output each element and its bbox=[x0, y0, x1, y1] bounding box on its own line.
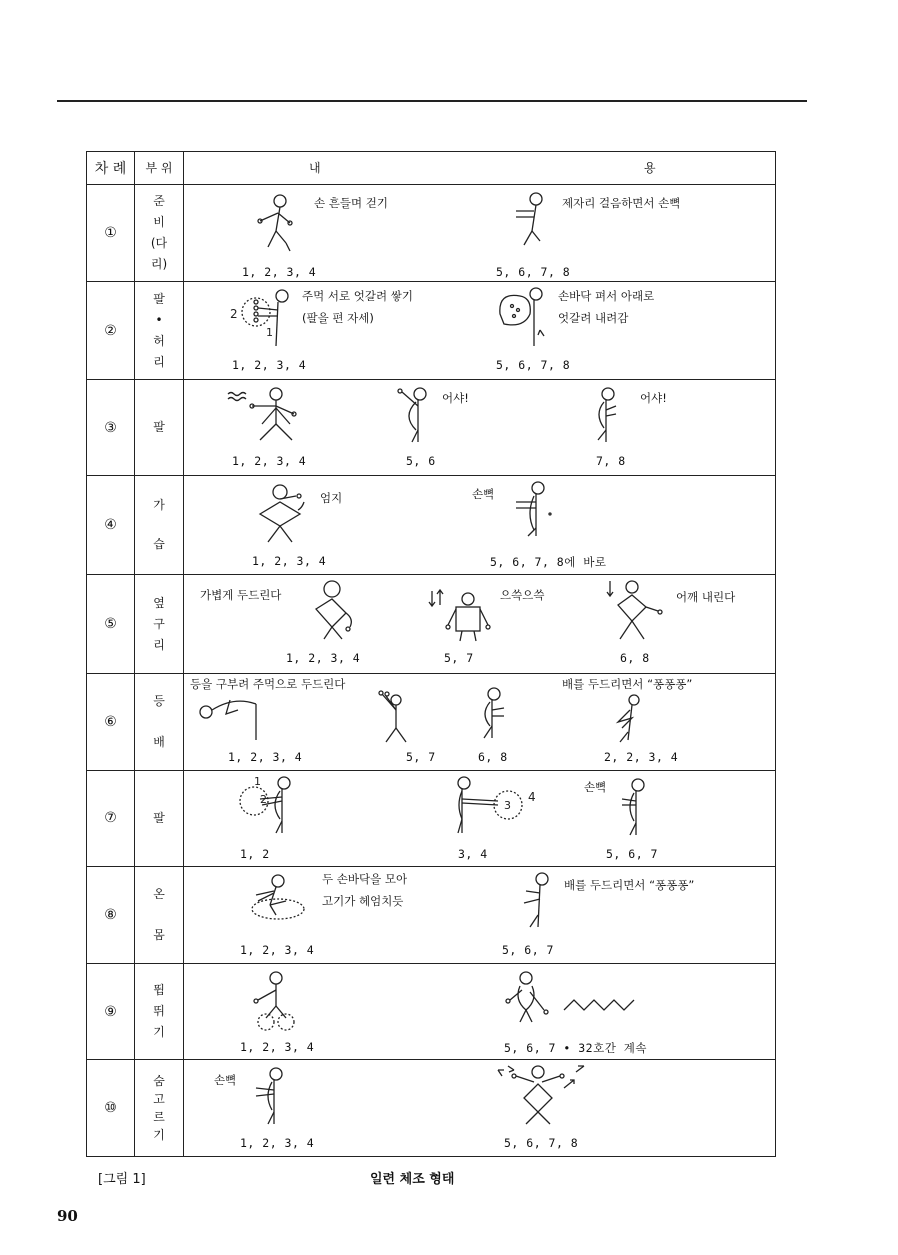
count: 5, 6, 7, 8에 바로 bbox=[490, 554, 607, 569]
table-row bbox=[87, 475, 776, 575]
count: 1, 2, 3, 4 bbox=[240, 1039, 315, 1054]
svg-text:1: 1 bbox=[266, 325, 273, 339]
label: 손 흔들며 걷기 bbox=[314, 196, 388, 211]
count: 1, 2, 3, 4 bbox=[240, 943, 315, 958]
figure-jump bbox=[246, 968, 306, 1038]
count: 5, 6, 7, 8 bbox=[496, 357, 571, 372]
row-content bbox=[184, 867, 776, 964]
top-rule bbox=[57, 100, 807, 102]
row-content bbox=[184, 674, 776, 771]
count: 1, 2 bbox=[240, 846, 270, 861]
label: 두 손바닥을 모아 bbox=[322, 872, 408, 887]
row-content bbox=[184, 1060, 776, 1157]
count: 5, 7 bbox=[444, 651, 474, 666]
count: 5, 6 bbox=[406, 454, 436, 469]
row-part: 팔 bbox=[135, 770, 184, 867]
row-content bbox=[184, 963, 776, 1060]
table-row bbox=[87, 1060, 776, 1157]
table-row bbox=[87, 281, 776, 380]
exercise-table bbox=[86, 151, 776, 1157]
label: 으쓱으쓱 bbox=[500, 588, 545, 603]
count: 6, 8 bbox=[620, 651, 650, 666]
figure-fist-stack bbox=[226, 286, 296, 356]
row-number: ⑦ bbox=[87, 770, 135, 867]
svg-text:2: 2 bbox=[260, 792, 267, 806]
label: 주먹 서로 엇갈려 쌓기 bbox=[302, 288, 413, 303]
row-part: 팔 • 허 리 bbox=[135, 281, 184, 380]
svg-text:4: 4 bbox=[528, 789, 536, 804]
figure-walking bbox=[246, 191, 306, 261]
count: 1, 2, 3, 4 bbox=[228, 750, 303, 765]
label: 등을 구부려 주먹으로 두드린다 bbox=[190, 677, 346, 692]
label: 손뼉 bbox=[584, 779, 607, 794]
figure-palms-down bbox=[490, 284, 550, 354]
row-part: 온 몸 bbox=[135, 867, 184, 964]
row-content bbox=[184, 575, 776, 674]
count: 5, 6, 7 bbox=[502, 943, 554, 958]
figure-label: [그림 1] bbox=[98, 1172, 146, 1187]
count: 1, 2, 3, 4 bbox=[232, 454, 307, 469]
row-number: ⑤ bbox=[87, 575, 135, 674]
figure-arm-wave bbox=[224, 384, 304, 454]
figure-arm-circle-large bbox=[452, 773, 542, 843]
svg-text:1: 1 bbox=[254, 774, 261, 788]
label: (팔을 편 자세) bbox=[302, 310, 374, 325]
figure-march-clap bbox=[504, 189, 554, 259]
row-part: 숨 고 르 기 bbox=[135, 1060, 184, 1157]
count: 5, 6, 7 • 32호간 계속 bbox=[504, 1040, 647, 1055]
figure-arm-circle-small bbox=[236, 773, 306, 843]
figure-arms-up bbox=[372, 688, 422, 748]
label: 엇갈려 내려감 bbox=[558, 310, 629, 325]
table-row bbox=[87, 674, 776, 771]
table-row bbox=[87, 185, 776, 282]
row-number: ④ bbox=[87, 475, 135, 575]
figure-shoulder-drop bbox=[602, 577, 672, 647]
label: 어깨 내린다 bbox=[676, 590, 736, 605]
figure-belly-tap bbox=[512, 869, 562, 935]
figure-clap-front bbox=[614, 775, 654, 845]
figure-belly-pat bbox=[604, 692, 654, 752]
table-row bbox=[87, 867, 776, 964]
figure-tap-side bbox=[302, 577, 362, 647]
count: 1, 2, 3, 4 bbox=[242, 265, 317, 280]
row-number: ⑧ bbox=[87, 867, 135, 964]
row-number: ⑥ bbox=[87, 674, 135, 771]
count: 5, 6, 7 bbox=[606, 846, 658, 861]
page-number: 90 bbox=[57, 1207, 78, 1225]
label: 가볍게 두드린다 bbox=[200, 588, 282, 603]
count: 5, 7 bbox=[406, 750, 436, 765]
table-header-row bbox=[87, 152, 776, 185]
row-part: 팔 bbox=[135, 380, 184, 476]
row-number: ① bbox=[87, 185, 135, 282]
figure-jump-continue bbox=[504, 970, 644, 1030]
figure-breath-clap bbox=[244, 1064, 294, 1134]
figure-side-stretch bbox=[584, 384, 634, 454]
count: 2, 2, 3, 4 bbox=[604, 750, 679, 765]
header-content-1: 내 bbox=[309, 161, 321, 175]
figure-breath-stretch bbox=[494, 1062, 604, 1132]
svg-text:3: 3 bbox=[504, 798, 511, 812]
row-part: 준 비 (다 리) bbox=[135, 185, 184, 282]
label: 엄지 bbox=[320, 490, 343, 505]
table-row bbox=[87, 575, 776, 674]
row-number: ② bbox=[87, 281, 135, 380]
label: 배를 두드리면서 “퐁퐁퐁” bbox=[562, 677, 693, 692]
figure-title: 일련 체조 형태 bbox=[370, 1172, 455, 1187]
figure-shrug bbox=[424, 585, 494, 645]
row-content bbox=[184, 185, 776, 282]
count: 1, 2, 3, 4 bbox=[240, 1136, 315, 1151]
count: 1, 2, 3, 4 bbox=[286, 651, 361, 666]
count: 1, 2, 3, 4 bbox=[252, 553, 327, 568]
row-number: ⑩ bbox=[87, 1060, 135, 1157]
row-content bbox=[184, 281, 776, 380]
table-row bbox=[87, 380, 776, 476]
label: 제자리 걸음하면서 손뼉 bbox=[562, 196, 681, 211]
header-part: 부 위 bbox=[135, 152, 184, 185]
row-part: 가 습 bbox=[135, 475, 184, 575]
label: 배를 두드리면서 “퐁퐁퐁” bbox=[564, 878, 695, 893]
svg-text:2: 2 bbox=[230, 306, 238, 321]
count: 3, 4 bbox=[458, 846, 488, 861]
row-content bbox=[184, 770, 776, 867]
row-part: 뜀 뛰 기 bbox=[135, 963, 184, 1060]
label: 고기가 헤엄치듯 bbox=[322, 894, 404, 909]
label: 손뼉 bbox=[214, 1073, 237, 1088]
row-part: 등 배 bbox=[135, 674, 184, 771]
header-content-2: 용 bbox=[644, 161, 656, 175]
count: 1, 2, 3, 4 bbox=[232, 357, 307, 372]
row-content bbox=[184, 475, 776, 575]
label: 어샤! bbox=[442, 391, 469, 406]
count: 6, 8 bbox=[478, 750, 508, 765]
figure-bend-tap bbox=[194, 694, 274, 744]
figure-thumb-chest bbox=[252, 480, 322, 550]
figure-clap-side bbox=[506, 478, 556, 548]
label: 손뼉 bbox=[472, 486, 495, 501]
figure-arm-raise bbox=[390, 384, 440, 454]
row-content bbox=[184, 380, 776, 476]
count: 7, 8 bbox=[596, 454, 626, 469]
row-number: ⑨ bbox=[87, 963, 135, 1060]
table-row bbox=[87, 770, 776, 867]
row-part: 옆 구 리 bbox=[135, 575, 184, 674]
row-number: ③ bbox=[87, 380, 135, 476]
figure-fish-swim bbox=[246, 871, 316, 927]
count: 5, 6, 7, 8 bbox=[504, 1136, 579, 1151]
label: 손바닥 펴서 아래로 bbox=[558, 288, 655, 303]
figure-side-pat bbox=[472, 684, 522, 744]
header-content bbox=[184, 152, 776, 185]
label: 어샤! bbox=[640, 391, 667, 406]
count: 5, 6, 7, 8 bbox=[496, 265, 571, 280]
table-row bbox=[87, 963, 776, 1060]
header-order: 차 례 bbox=[87, 152, 135, 185]
